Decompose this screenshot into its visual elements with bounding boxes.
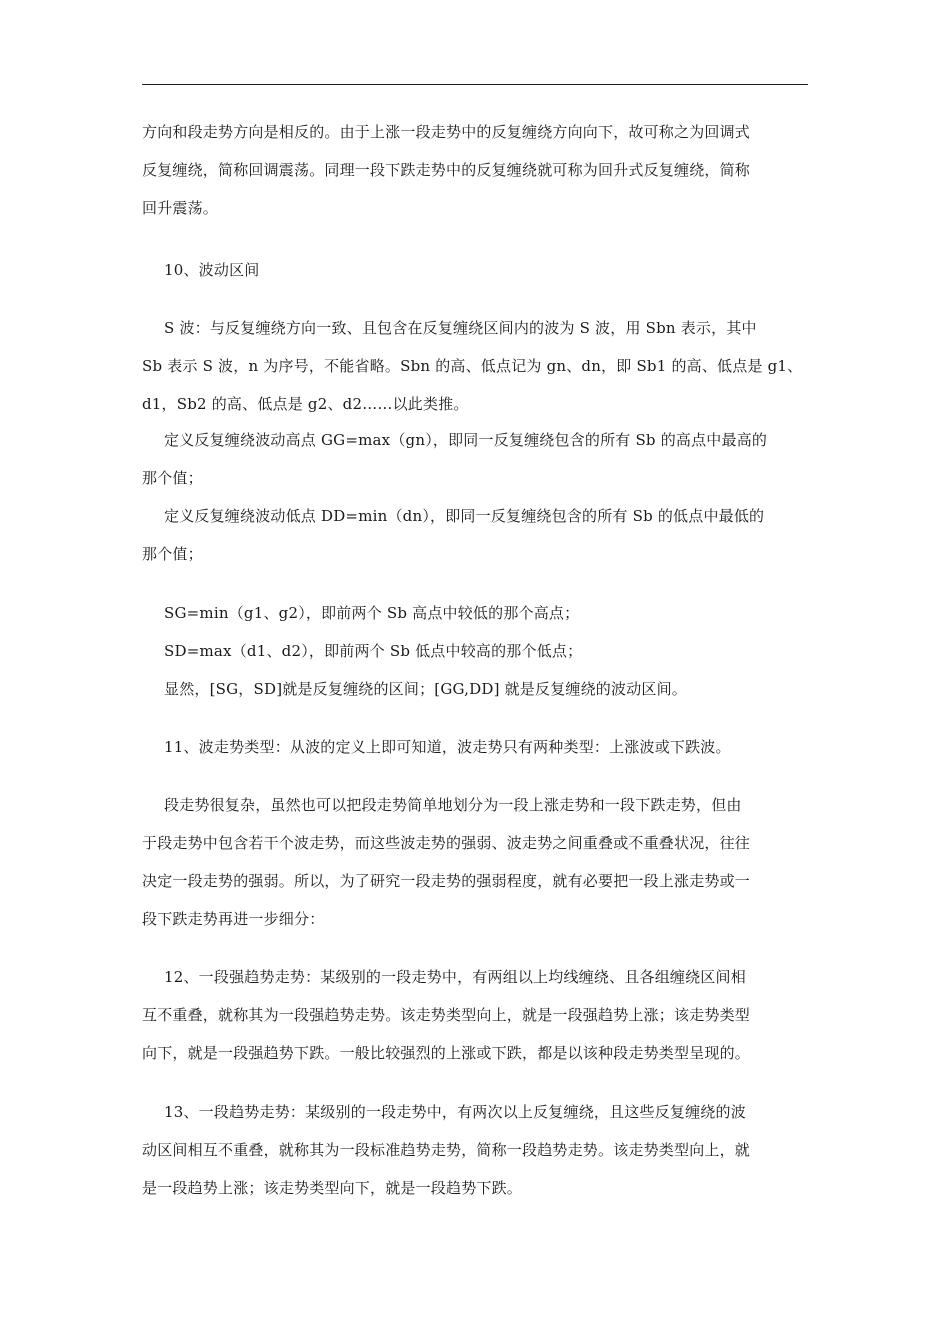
formula-line: SD=max（d1、d2），即前两个 Sb 低点中较高的那个低点； (164, 642, 583, 660)
section-heading: 12、一段强趋势走势：某级别的一段走势中，有两组以上均线缠绕、且各组缠绕区间相 (164, 968, 746, 986)
text-line: 方向和段走势方向是相反的。由于上涨一段走势中的反复缠绕方向向下，故可称之为回调式 (142, 123, 751, 141)
text-line: 显然，[SG，SD]就是反复缠绕的区间；[GG,DD] 就是反复缠绕的波动区间。 (164, 680, 687, 698)
text-line: S 波：与反复缠绕方向一致、且包含在反复缠绕区间内的波为 S 波，用 Sbn 表示，其中 (164, 319, 757, 337)
text-line: 定义反复缠绕波动低点 DD=min（dn），即同一反复缠绕包含的所有 Sb 的低点中最低的 (164, 507, 765, 525)
text-line: 于段走势中包含若干个波走势，而这些波走势的强弱、波走势之间重叠或不重叠状况，往往 (142, 834, 751, 852)
text-line: 段走势很复杂，虽然也可以把段走势简单地划分为一段上涨走势和一段下跌走势，但由 (164, 796, 742, 814)
text-line: 向下，就是一段强趋势下跌。一般比较强烈的上涨或下跌，都是以该种段走势类型呈现的。 (142, 1044, 751, 1062)
text-line: d1，Sb2 的高、低点是 g2、d2……以此类推。 (142, 395, 469, 413)
section-heading: 10、波动区间 (164, 261, 260, 279)
text-line: 那个值； (142, 469, 203, 487)
text-line: 反复缠绕，简称回调震荡。同理一段下跌走势中的反复缠绕就可称为回升式反复缠绕，简称 (142, 161, 751, 179)
formula-line: SG=min（g1、g2），即前两个 Sb 高点中较低的那个高点； (164, 604, 580, 622)
section-heading: 11、波走势类型：从波的定义上即可知道，波走势只有两种类型：上涨波或下跌波。 (164, 738, 731, 756)
text-line: 回升震荡。 (142, 199, 219, 217)
text-line: 定义反复缠绕波动高点 GG=max（gn），即同一反复缠绕包含的所有 Sb 的高点中最高的 (164, 431, 768, 449)
text-line: 动区间相互不重叠，就称其为一段标准趋势走势，简称一段趋势走势。该走势类型向上，就 (142, 1141, 751, 1159)
section-heading: 13、一段趋势走势：某级别的一段走势中，有两次以上反复缠绕，且这些反复缠绕的波 (164, 1103, 746, 1121)
header-rule (142, 84, 808, 85)
text-line: 决定一段走势的强弱。所以，为了研究一段走势的强弱程度，就有必要把一段上涨走势或一 (142, 872, 751, 890)
text-line: Sb 表示 S 波，n 为序号，不能省略。Sbn 的高、低点记为 gn、dn，即 Sb1 的高、低点是 g1、 (142, 357, 803, 375)
text-line: 段下跌走势再进一步细分： (142, 910, 325, 928)
text-line: 互不重叠，就称其为一段强趋势走势。该走势类型向上，就是一段强趋势上涨；该走势类型 (142, 1006, 751, 1024)
text-line: 那个值； (142, 545, 203, 563)
text-line: 是一段趋势上涨；该走势类型向下，就是一段趋势下跌。 (142, 1179, 523, 1197)
